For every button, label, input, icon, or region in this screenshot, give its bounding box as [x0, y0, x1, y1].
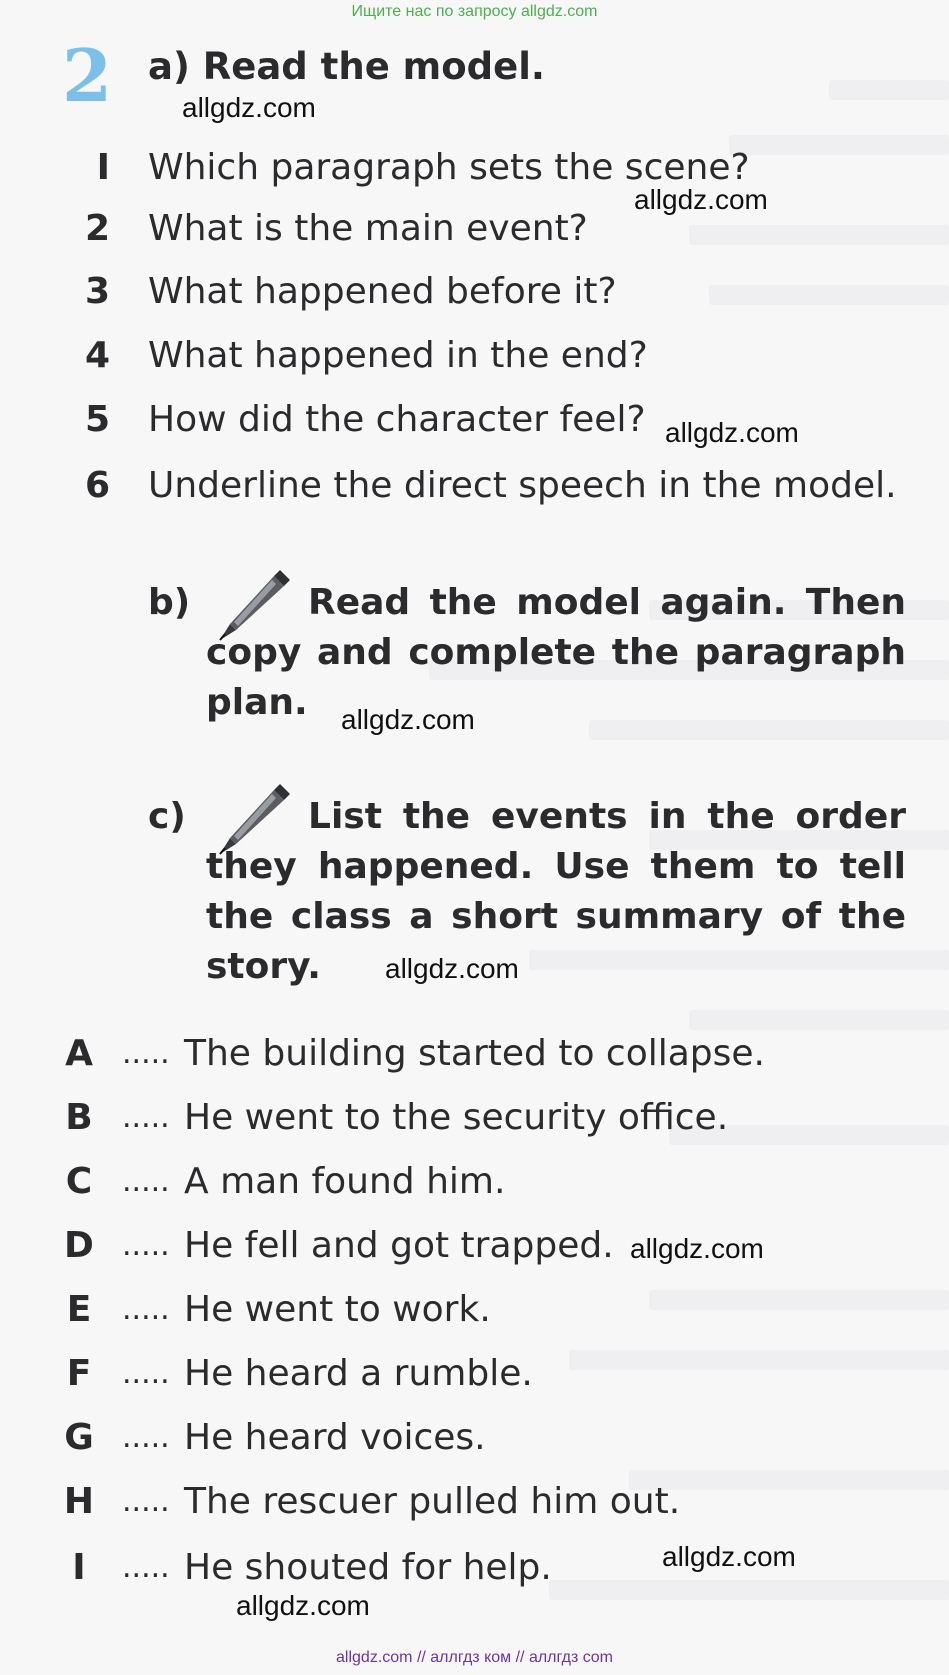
- question-number: I: [96, 147, 110, 188]
- watermark: allgdz.com: [341, 704, 475, 735]
- question-text: What happened in the end?: [148, 335, 648, 376]
- event-text: He heard a rumble.: [184, 1353, 533, 1394]
- event-text: A man found him.: [184, 1161, 506, 1202]
- event-letter: I: [72, 1547, 86, 1588]
- watermark: allgdz.com: [634, 184, 768, 215]
- part-c-text: List the events in the order they happened. Use them to tell the class a short summary of the story.: [206, 796, 906, 987]
- answer-blank: .....: [122, 1484, 170, 1519]
- part-b-letter: b): [148, 582, 191, 623]
- question-number: 5: [84, 399, 110, 440]
- answer-blank: .....: [122, 1550, 170, 1585]
- event-letter: F: [66, 1353, 92, 1394]
- question-text: What is the main event?: [148, 208, 588, 249]
- answer-blank: .....: [122, 1228, 170, 1263]
- event-text: He heard voices.: [184, 1417, 486, 1458]
- question-number: 6: [84, 465, 110, 506]
- watermark: allgdz.com: [385, 953, 519, 984]
- event-text: The building started to collapse.: [184, 1033, 765, 1074]
- event-row: [0, 1478, 949, 1526]
- search-banner[interactable]: Ищите нас по запросу allgdz.com: [351, 3, 598, 20]
- answer-blank: .....: [122, 1036, 170, 1071]
- event-letter: B: [65, 1097, 93, 1138]
- event-row: [0, 1030, 949, 1078]
- event-row: [0, 1094, 949, 1142]
- event-text: The rescuer pulled him out.: [184, 1481, 681, 1522]
- question-row: [0, 144, 949, 192]
- question-number: 4: [84, 335, 110, 376]
- answer-blank: .....: [122, 1100, 170, 1135]
- event-letter: E: [66, 1289, 92, 1330]
- watermark: allgdz.com: [182, 92, 316, 123]
- watermark: allgdz.com: [662, 1541, 796, 1572]
- watermark: allgdz.com: [630, 1233, 764, 1264]
- question-text: Which paragraph sets the scene?: [148, 147, 750, 188]
- part-a-heading: a) Read the model.: [148, 45, 545, 88]
- question-text: What happened before it?: [148, 271, 617, 312]
- event-row: [0, 1286, 949, 1334]
- part-c-letter: c): [148, 796, 186, 837]
- answer-blank: .....: [122, 1164, 170, 1199]
- question-text: How did the character feel?: [148, 399, 646, 440]
- event-letter: C: [65, 1161, 93, 1202]
- watermark: allgdz.com: [236, 1590, 370, 1621]
- question-row: [0, 205, 949, 253]
- question-row: [0, 268, 949, 316]
- question-number: 2: [84, 208, 110, 249]
- question-row: [0, 332, 949, 380]
- answer-blank: .....: [122, 1356, 170, 1391]
- event-text: He went to work.: [184, 1289, 491, 1330]
- event-text: He fell and got trapped.: [184, 1225, 614, 1266]
- event-text: He shouted for help.: [184, 1547, 552, 1588]
- question-text: Underline the direct speech in the model.: [148, 465, 897, 506]
- question-number: 3: [84, 271, 110, 312]
- event-row: [0, 1222, 949, 1270]
- watermark: allgdz.com: [665, 417, 799, 448]
- footer-links[interactable]: allgdz.com // аллгдз ком // аллгдз com: [336, 1649, 613, 1666]
- event-letter: D: [64, 1225, 94, 1266]
- event-letter: A: [65, 1033, 93, 1074]
- question-row: [0, 396, 949, 444]
- event-row: [0, 1350, 949, 1398]
- event-text: He went to the security office.: [184, 1097, 729, 1138]
- question-row: [0, 462, 949, 510]
- event-row: [0, 1544, 949, 1592]
- answer-blank: .....: [122, 1420, 170, 1455]
- event-row: [0, 1414, 949, 1462]
- part-b-text: Read the model again. Then copy and complete the paragraph plan.: [206, 582, 906, 723]
- event-row: [0, 1158, 949, 1206]
- event-letter: G: [64, 1417, 94, 1458]
- event-letter: H: [63, 1481, 95, 1522]
- exercise-number: 2: [62, 33, 113, 118]
- answer-blank: .....: [122, 1292, 170, 1327]
